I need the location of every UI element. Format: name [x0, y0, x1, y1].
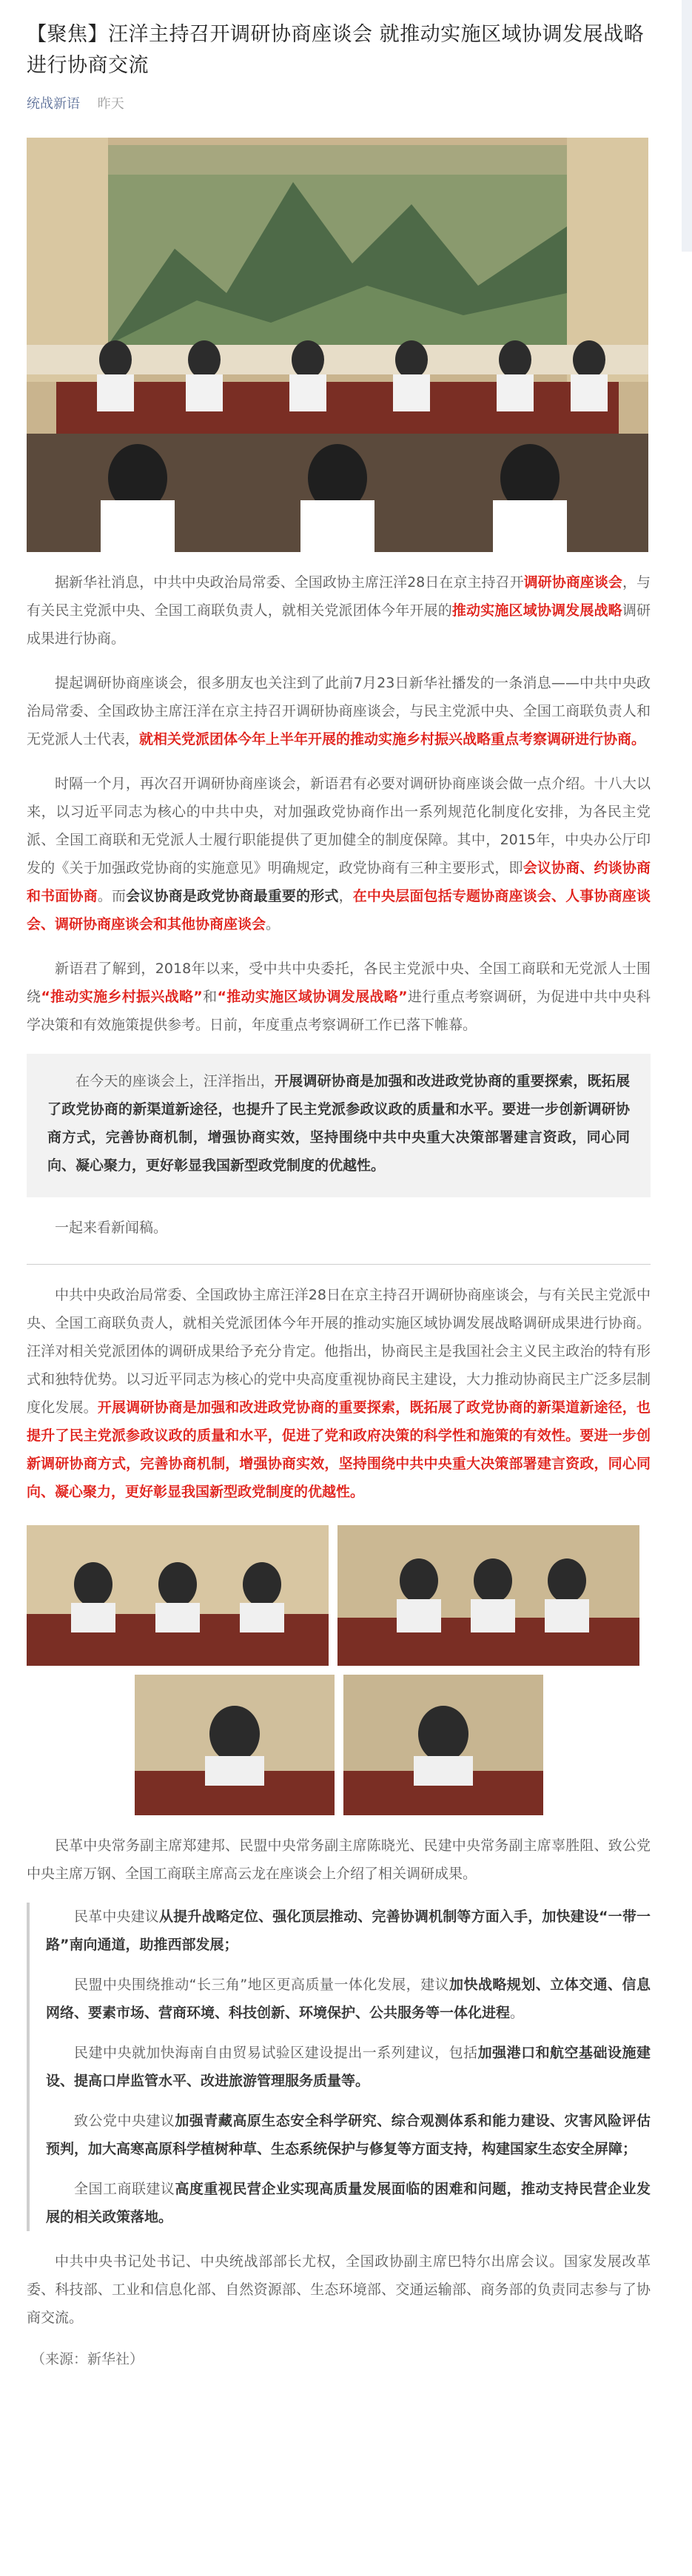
paragraph-2: 提起调研协商座谈会，很多朋友也关注到了此前7月23日新华社播发的一条消息——中共中央政治局常委、全国政协主席汪洋在京主持召开调研协商座谈会，与民主党派中央、全国工商联负责人和无党派人士代表，就相关党派团体今年上半年开展的推动实施乡村振兴战略重点考察调研进行协商。 [27, 675, 651, 747]
paragraph-6: 一起来看新闻稿。 [55, 1220, 168, 1236]
speaker-photo [343, 1675, 543, 1815]
paragraph-7: 中共中央政治局常委、全国政协主席汪洋28日在京主持召开调研协商座谈会，与有关民主党派中央、全国工商联负责人，就相关党派团体今年开展的推动实施区域协调发展战略调研成果进行协商。汪洋对相关党派团体的调研成果给予充分肯定。他指出，协商民主是我国社会主义民主政治的特有形式和独特优势。以习近平同志为核心的党中央高度重视协商民主建设，大力推动协商民主广泛多层制度化发展。开展调研协商是加强和改进政党协商的重要探索，既拓展了政党协商的新渠道新途径，也提升了民主党派参政议政的质量和水平，促进了党和政府决策的科学性和施策的有效性。要进一步创新调研协商方式，完善协商机制，增强协商实效，坚持围绕中共中央重大决策部署建言资政，同心同向、凝心聚力，更好彰显我国新型政党制度的优越性。 [27, 1287, 651, 1500]
paragraph-3: 时隔一个月，再次召开调研协商座谈会，新语君有必要对调研协商座谈会做一点介绍。十八大以来，以习近平同志为核心的中共中央，对加强政党协商作出一系列规范化制度化安排，为各民主党派、全国工商联和无党派人士履行职能提供了更加健全的制度保障。其中，2015年，中央办公厅印发的《关于加强政党协商的实施意见》明确规定，政党协商有三种主要形式，即会议协商、约谈协商和书面协商。而会议协商是政党协商最重要的形式，在中央层面包括专题协商座谈会、人事协商座谈会、调研协商座谈会和其他协商座谈会。 [27, 776, 651, 932]
suggestion-3: 民建中央就加快海南自由贸易试验区建设提出一系列建议，包括加强港口和航空基础设施建设、提高口岸监管水平、改进旅游管理服务质量等。 [46, 2045, 651, 2089]
speaker-photo [27, 1525, 329, 1666]
speaker-photo [337, 1525, 639, 1666]
paragraph-4: 新语君了解到，2018年以来，受中共中央委托，各民主党派中央、全国工商联和无党派人士围绕“推动实施乡村振兴战略”和“推动实施区域协调发展战略”进行重点考察调研，为促进中共中央科学决策和有效施策提供参考。日前，年度重点考察调研工作已落下帷幕。 [27, 961, 651, 1033]
suggestion-2: 民盟中央围绕推动“长三角”地区更高质量一体化发展，建议加快战略规划、立体交通、信息网络、要素市场、营商环境、科技创新、环境保护、公共服务等一体化进程。 [46, 1977, 651, 2021]
article-meta [27, 93, 651, 112]
source-note: （来源：新华社） [31, 2351, 144, 2367]
divider [27, 1264, 651, 1265]
article-title: 【聚焦】汪洋主持召开调研协商座谈会 就推动实施区域协调发展战略进行协商交流 [27, 23, 645, 77]
suggestion-5: 全国工商联建议高度重视民营企业实现高质量发展面临的困难和问题，推动支持民营企业发展的相关政策落地。 [46, 2181, 651, 2225]
meeting-photo [27, 138, 648, 552]
scrollbar-track[interactable] [682, 0, 692, 252]
suggestion-1: 民革中央建议从提升战略定位、强化顶层推动、完善协调机制等方面入手，加快建设“一带一路”南向通道，助推西部发展； [46, 1909, 651, 1953]
suggestions-quote [27, 1903, 651, 2231]
speaker-photo [135, 1675, 335, 1815]
publish-time: 昨天 [97, 96, 124, 112]
paragraph-1: 据新华社消息，中共中央政治局常委、全国政协主席汪洋28日在京主持召开调研协商座谈会，与有关民主党派中央、全国工商联负责人，就相关党派团体今年开展的推动实施区域协调发展战略调研成果进行协商。 [27, 574, 651, 647]
paragraph-8: 民革中央常务副主席郑建邦、民盟中央常务副主席陈晓光、民建中央常务副主席辜胜阻、致公党中央主席万钢、全国工商联主席高云龙在座谈会上介绍了相关调研成果。 [27, 1837, 651, 1882]
suggestion-4: 致公党中央建议加强青藏高原生态安全科学研究、综合观测体系和能力建设、灾害风险评估预判，加大高寒高原科学植树种草、生态系统保护与修复等方面支持，构建国家生态安全屏障； [46, 2113, 651, 2157]
highlight-box [27, 1054, 651, 1197]
speaker-photos-row-1 [27, 1525, 651, 1666]
speaker-photos-row-2 [27, 1675, 651, 1815]
paragraph-9: 中共中央书记处书记、中央统战部部长尤权，全国政协副主席巴特尔出席会议。国家发展改革委、科技部、工业和信息化部、自然资源部、生态环境部、交通运输部、商务部的负责同志参与了协商交流。 [27, 2253, 651, 2326]
account-name-link[interactable]: 统战新语 [27, 96, 80, 112]
paragraph-5: 在今天的座谈会上，汪洋指出，开展调研协商是加强和改进政党协商的重要探索，既拓展了政党协商的新渠道新途径，也提升了民主党派参政议政的质量和水平。要进一步创新调研协商方式，完善协商机制，增强协商实效，坚持围绕中共中央重大决策部署建言资政，同心同向、凝心聚力，更好彰显我国新型政党制度的优越性。 [47, 1073, 630, 1174]
